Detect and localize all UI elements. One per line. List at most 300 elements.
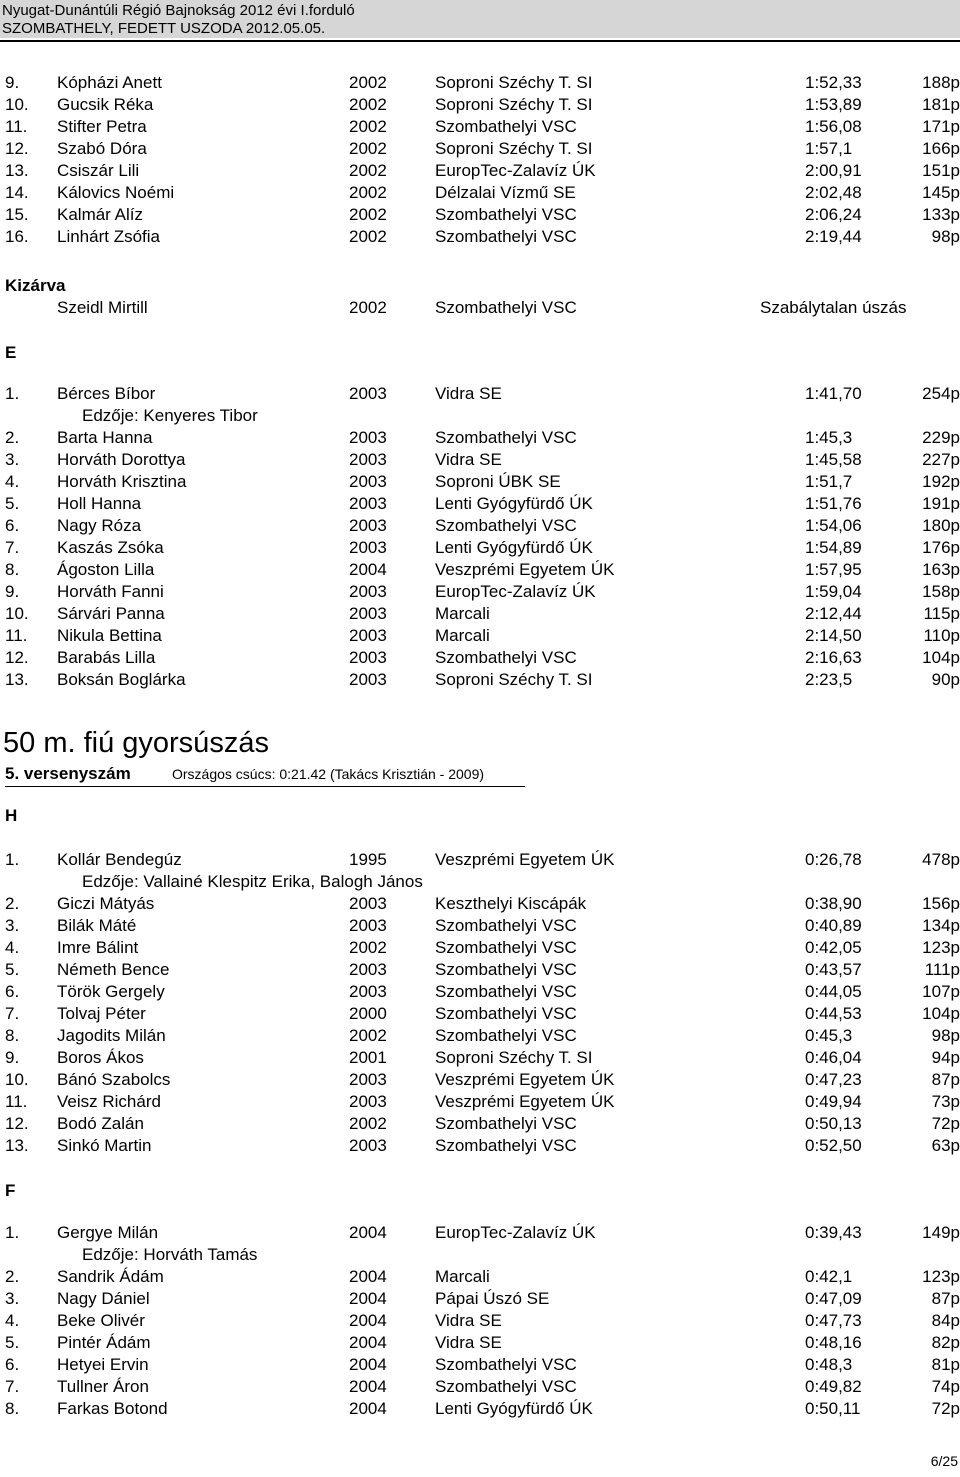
points: 191p — [922, 494, 960, 513]
birth-year: 2002 — [349, 1114, 387, 1133]
result-row — [0, 937, 960, 959]
disqualified-label: Kizárva — [5, 276, 66, 295]
placing: 11. — [5, 626, 28, 645]
birth-year: 2003 — [349, 450, 387, 469]
athlete-name: Gergye Milán — [57, 1223, 159, 1242]
club-name: Vidra SE — [435, 1333, 502, 1352]
athlete-name: Kaszás Zsóka — [57, 538, 164, 557]
placing: 6. — [5, 982, 20, 1001]
club-name: Keszthelyi Kiscápák — [435, 894, 587, 913]
finish-time: 0:52,50 — [805, 1136, 862, 1155]
birth-year: 2004 — [349, 1267, 387, 1286]
placing: 3. — [5, 1289, 20, 1308]
club-name: Szombathelyi VSC — [435, 1114, 577, 1133]
result-row — [0, 1091, 960, 1113]
points: 166p — [922, 139, 960, 158]
placing: 7. — [5, 1004, 20, 1023]
points: 107p — [922, 982, 960, 1001]
athlete-name: Kollár Bendegúz — [57, 850, 182, 869]
birth-year: 2004 — [349, 1289, 387, 1308]
result-row — [0, 1135, 960, 1157]
points: 156p — [922, 894, 960, 913]
finish-time: 0:26,78 — [805, 850, 862, 869]
placing: 1. — [5, 384, 20, 403]
birth-year: 1995 — [349, 850, 387, 869]
points: 115p — [923, 604, 960, 623]
result-row — [0, 204, 960, 226]
athlete-name: Sandrik Ádám — [57, 1267, 164, 1286]
finish-time: 0:40,89 — [805, 916, 862, 935]
finish-time: 0:49,94 — [805, 1092, 862, 1111]
club-name: EuropTec-Zalavíz ÚK — [435, 582, 596, 601]
result-row — [0, 182, 960, 204]
result-row — [0, 1266, 960, 1288]
athlete-name: Bodó Zalán — [57, 1114, 144, 1133]
result-row — [0, 647, 960, 669]
placing: 12. — [5, 648, 29, 667]
athlete-name: Török Gergely — [57, 982, 165, 1001]
athlete-name: Tullner Áron — [57, 1377, 149, 1396]
placing: 13. — [5, 670, 29, 689]
birth-year: 2003 — [349, 982, 387, 1001]
birth-year: 2002 — [349, 161, 387, 180]
placing: 5. — [5, 1333, 20, 1352]
club-name: Lenti Gyógyfürdő ÚK — [435, 1399, 593, 1418]
finish-time: 1:52,33 — [805, 73, 862, 92]
club-name: Szombathelyi VSC — [435, 516, 577, 535]
result-row — [0, 226, 960, 248]
points: 104p — [922, 1004, 960, 1023]
club-name: Soproni Széchy T. SI — [435, 73, 593, 92]
finish-time: 0:47,23 — [805, 1070, 862, 1089]
result-row — [0, 383, 960, 405]
athlete-name: Csiszár Lili — [57, 161, 140, 180]
club-name: Szombathelyi VSC — [435, 1004, 577, 1023]
club-name: Szombathelyi VSC — [435, 227, 577, 246]
points: 94p — [931, 1048, 960, 1067]
birth-year: 2004 — [349, 1223, 387, 1242]
placing: 2. — [5, 428, 20, 447]
club-name: Szombathelyi VSC — [435, 428, 577, 447]
result-row — [0, 981, 960, 1003]
event-number: 5. versenyszám — [5, 764, 131, 783]
finish-time: 0:43,57 — [805, 960, 862, 979]
placing: 4. — [5, 1311, 20, 1330]
finish-time: 0:48,16 — [805, 1333, 862, 1352]
club-name: Szombathelyi VSC — [435, 982, 577, 1001]
points: 149p — [922, 1223, 960, 1242]
birth-year: 2003 — [349, 670, 387, 689]
result-row — [0, 849, 960, 871]
finish-time: 2:02,48 — [805, 183, 862, 202]
finish-time: 2:00,91 — [805, 161, 862, 180]
points: 180p — [922, 516, 960, 535]
placing: 5. — [5, 960, 20, 979]
club-name: Lenti Gyógyfürdő ÚK — [435, 494, 593, 513]
club-name: Veszprémi Egyetem ÚK — [435, 1070, 615, 1089]
result-row — [0, 669, 960, 691]
birth-year: 2003 — [349, 626, 387, 645]
placing: 16. — [5, 227, 29, 246]
points: 133p — [922, 205, 960, 224]
finish-time: 1:57,1 — [805, 139, 853, 158]
result-row — [0, 160, 960, 182]
athlete-name: Szeidl Mirtill — [57, 298, 148, 317]
club-name: Szombathelyi VSC — [435, 1355, 577, 1374]
points: 478p — [922, 850, 960, 869]
finish-time: 0:47,09 — [805, 1289, 862, 1308]
finish-time: 0:38,90 — [805, 894, 862, 913]
athlete-name: Németh Bence — [57, 960, 170, 979]
birth-year: 2003 — [349, 894, 387, 913]
athlete-name: Jagodits Milán — [57, 1026, 166, 1045]
birth-year: 2002 — [349, 938, 387, 957]
club-name: Szombathelyi VSC — [435, 1136, 577, 1155]
athlete-name: Bérces Bíbor — [57, 384, 156, 403]
points: 73p — [931, 1092, 960, 1111]
club-name: Soproni Széchy T. SI — [435, 670, 593, 689]
points: 111p — [924, 960, 960, 979]
points: 158p — [922, 582, 960, 601]
points: 181p — [922, 95, 960, 114]
finish-time: 2:16,63 — [805, 648, 862, 667]
placing: 11. — [5, 1092, 28, 1111]
birth-year: 2002 — [349, 73, 387, 92]
finish-time: 0:42,1 — [805, 1267, 853, 1286]
birth-year: 2002 — [349, 117, 387, 136]
competition-title: Nyugat-Dunántúli Régió Bajnokság 2012 évi I.forduló — [2, 2, 355, 19]
result-row — [0, 72, 960, 94]
finish-time: 0:44,53 — [805, 1004, 862, 1023]
placing: 3. — [5, 450, 20, 469]
birth-year: 2003 — [349, 960, 387, 979]
birth-year: 2003 — [349, 1092, 387, 1111]
birth-year: 2003 — [349, 538, 387, 557]
points: 98p — [931, 227, 960, 246]
finish-time: 2:06,24 — [805, 205, 862, 224]
athlete-name: Barabás Lilla — [57, 648, 156, 667]
club-name: Veszprémi Egyetem ÚK — [435, 560, 615, 579]
club-name: Marcali — [435, 1267, 490, 1286]
athlete-name: Nagy Róza — [57, 516, 142, 535]
points: 123p — [922, 1267, 960, 1286]
placing: 5. — [5, 494, 20, 513]
points: 145p — [922, 183, 960, 202]
birth-year: 2003 — [349, 1070, 387, 1089]
finish-time: 0:49,82 — [805, 1377, 862, 1396]
club-name: Szombathelyi VSC — [435, 1377, 577, 1396]
placing: 15. — [5, 205, 29, 224]
result-row — [0, 94, 960, 116]
age-group-label: E — [5, 343, 17, 362]
placing: 8. — [5, 560, 20, 579]
points: 123p — [922, 938, 960, 957]
points: 82p — [931, 1333, 960, 1352]
finish-time: 0:45,3 — [805, 1026, 853, 1045]
athlete-name: Horváth Krisztina — [57, 472, 187, 491]
placing: 10. — [5, 604, 29, 623]
finish-time: 0:46,04 — [805, 1048, 862, 1067]
athlete-name: Sárvári Panna — [57, 604, 165, 623]
page-number: 6/25 — [930, 1453, 958, 1469]
birth-year: 2003 — [349, 384, 387, 403]
finish-time: 1:53,89 — [805, 95, 862, 114]
club-name: Vidra SE — [435, 450, 502, 469]
club-name: Soproni Széchy T. SI — [435, 95, 593, 114]
placing: 13. — [5, 1136, 29, 1155]
points: 229p — [922, 428, 960, 447]
placing: 4. — [5, 938, 20, 957]
club-name: Szombathelyi VSC — [435, 960, 577, 979]
athlete-name: Szabó Dóra — [57, 139, 147, 158]
athlete-name: Beke Olivér — [57, 1311, 145, 1330]
result-row — [0, 1398, 960, 1420]
result-row — [0, 138, 960, 160]
result-row — [0, 603, 960, 625]
disqualification-reason: Szabálytalan úszás — [760, 298, 907, 317]
points: 74p — [931, 1377, 960, 1396]
placing: 6. — [5, 1355, 20, 1374]
points: 254p — [922, 384, 960, 403]
points: 98p — [931, 1026, 960, 1045]
birth-year: 2002 — [349, 205, 387, 224]
coach-line: Edzője: Horváth Tamás — [82, 1245, 258, 1264]
coach-line: Edzője: Vallainé Klespitz Erika, Balogh János — [82, 872, 423, 891]
club-name: Szombathelyi VSC — [435, 916, 577, 935]
result-row — [0, 116, 960, 138]
athlete-name: Boksán Boglárka — [57, 670, 186, 689]
birth-year: 2001 — [349, 1048, 387, 1067]
result-row — [0, 537, 960, 559]
club-name: Pápai Úszó SE — [435, 1289, 550, 1308]
placing: 3. — [5, 916, 20, 935]
athlete-name: Horváth Dorottya — [57, 450, 186, 469]
club-name: Soproni Széchy T. SI — [435, 1048, 593, 1067]
placing: 1. — [5, 1223, 20, 1242]
venue-date: SZOMBATHELY, FEDETT USZODA 2012.05.05. — [2, 20, 326, 37]
club-name: Vidra SE — [435, 1311, 502, 1330]
club-name: Lenti Gyógyfürdő ÚK — [435, 538, 593, 557]
points: 84p — [931, 1311, 960, 1330]
club-name: Veszprémi Egyetem ÚK — [435, 1092, 615, 1111]
result-row — [0, 959, 960, 981]
finish-time: 1:54,06 — [805, 516, 862, 535]
athlete-name: Nikula Bettina — [57, 626, 162, 645]
finish-time: 0:50,13 — [805, 1114, 862, 1133]
result-row — [0, 1069, 960, 1091]
finish-time: 1:54,89 — [805, 538, 862, 557]
athlete-name: Linhárt Zsófia — [57, 227, 160, 246]
placing: 1. — [5, 850, 20, 869]
placing: 8. — [5, 1399, 20, 1418]
points: 72p — [931, 1399, 960, 1418]
finish-time: 1:41,70 — [805, 384, 862, 403]
club-name: EuropTec-Zalavíz ÚK — [435, 161, 596, 180]
club-name: Soproni Széchy T. SI — [435, 139, 593, 158]
birth-year: 2002 — [349, 1026, 387, 1045]
finish-time: 2:19,44 — [805, 227, 862, 246]
club-name: Szombathelyi VSC — [435, 938, 577, 957]
points: 134p — [922, 916, 960, 935]
birth-year: 2004 — [349, 560, 387, 579]
result-row — [0, 1222, 960, 1244]
club-name: Soproni ÚBK SE — [435, 472, 561, 491]
placing: 4. — [5, 472, 20, 491]
athlete-name: Kalmár Alíz — [57, 205, 143, 224]
result-row — [0, 559, 960, 581]
athlete-name: Sinkó Martin — [57, 1136, 152, 1155]
finish-time: 1:59,04 — [805, 582, 862, 601]
result-row — [0, 1113, 960, 1135]
points: 163p — [922, 560, 960, 579]
athlete-name: Bilák Máté — [57, 916, 137, 935]
athlete-name: Pintér Ádám — [57, 1333, 151, 1352]
club-name: Szombathelyi VSC — [435, 648, 577, 667]
birth-year: 2004 — [349, 1377, 387, 1396]
finish-time: 1:57,95 — [805, 560, 862, 579]
club-name: Szombathelyi VSC — [435, 117, 577, 136]
club-name: Veszprémi Egyetem ÚK — [435, 850, 615, 869]
finish-time: 0:48,3 — [805, 1355, 853, 1374]
points: 110p — [923, 626, 960, 645]
finish-time: 1:56,08 — [805, 117, 862, 136]
birth-year: 2004 — [349, 1333, 387, 1352]
result-row — [0, 1288, 960, 1310]
points: 72p — [931, 1114, 960, 1133]
placing: 11. — [5, 117, 28, 136]
athlete-name: Imre Bálint — [57, 938, 139, 957]
finish-time: 0:39,43 — [805, 1223, 862, 1242]
club-name: Marcali — [435, 626, 490, 645]
points: 81p — [931, 1355, 960, 1374]
placing: 10. — [5, 1070, 29, 1089]
result-row — [0, 449, 960, 471]
birth-year: 2003 — [349, 428, 387, 447]
points: 104p — [922, 648, 960, 667]
club-name: Délzalai Vízmű SE — [435, 183, 576, 202]
placing: 7. — [5, 538, 20, 557]
birth-year: 2003 — [349, 604, 387, 623]
points: 90p — [931, 670, 960, 689]
points: 87p — [931, 1070, 960, 1089]
birth-year: 2003 — [349, 516, 387, 535]
athlete-name: Ágoston Lilla — [57, 560, 155, 579]
result-row — [0, 471, 960, 493]
finish-time: 2:12,44 — [805, 604, 862, 623]
birth-year: 2002 — [349, 139, 387, 158]
athlete-name: Hetyei Ervin — [57, 1355, 149, 1374]
finish-time: 0:44,05 — [805, 982, 862, 1001]
athlete-name: Veisz Richárd — [57, 1092, 161, 1111]
athlete-name: Kálovics Noémi — [57, 183, 175, 202]
result-row — [0, 1047, 960, 1069]
points: 192p — [922, 472, 960, 491]
placing: 13. — [5, 161, 29, 180]
finish-time: 2:23,5 — [805, 670, 853, 689]
birth-year: 2000 — [349, 1004, 387, 1023]
placing: 12. — [5, 1114, 29, 1133]
birth-year: 2004 — [349, 1355, 387, 1374]
finish-time: 0:42,05 — [805, 938, 862, 957]
points: 171p — [922, 117, 960, 136]
athlete-name: Boros Ákos — [57, 1048, 144, 1067]
event-title: 50 m. fiú gyorsúszás — [3, 727, 269, 759]
result-row — [0, 581, 960, 603]
placing: 2. — [5, 1267, 20, 1286]
birth-year: 2002 — [349, 95, 387, 114]
birth-year: 2004 — [349, 1399, 387, 1418]
national-record: Országos csúcs: 0:21.42 (Takács Krisztián - 2009) — [172, 766, 485, 782]
points: 151p — [922, 161, 960, 180]
age-group-label: F — [5, 1181, 16, 1200]
finish-time: 1:51,76 — [805, 494, 862, 513]
age-group-label: H — [5, 806, 18, 825]
placing: 9. — [5, 73, 20, 92]
birth-year: 2002 — [349, 183, 387, 202]
result-row — [0, 915, 960, 937]
placing: 9. — [5, 1048, 20, 1067]
result-row — [0, 1025, 960, 1047]
page-header — [0, 0, 960, 38]
coach-line: Edzője: Kenyeres Tibor — [82, 406, 258, 425]
placing: 7. — [5, 1377, 20, 1396]
placing: 14. — [5, 183, 29, 202]
club-name: Szombathelyi VSC — [435, 298, 577, 317]
club-name: Marcali — [435, 604, 490, 623]
finish-time: 1:45,3 — [805, 428, 853, 447]
birth-year: 2004 — [349, 1311, 387, 1330]
result-row — [0, 1310, 960, 1332]
birth-year: 2003 — [349, 1136, 387, 1155]
placing: 9. — [5, 582, 20, 601]
points: 176p — [922, 538, 960, 557]
points: 227p — [922, 450, 960, 469]
header-rule — [0, 40, 960, 42]
athlete-name: Nagy Dániel — [57, 1289, 150, 1308]
result-row — [0, 1003, 960, 1025]
placing: 8. — [5, 1026, 20, 1045]
club-name: Vidra SE — [435, 384, 502, 403]
athlete-name: Kópházi Anett — [57, 73, 162, 92]
athlete-name: Holl Hanna — [57, 494, 142, 513]
result-row — [0, 1376, 960, 1398]
points: 188p — [922, 73, 960, 92]
result-row — [0, 1332, 960, 1354]
athlete-name: Horváth Fanni — [57, 582, 164, 601]
event-rule — [5, 786, 525, 787]
placing: 2. — [5, 894, 20, 913]
birth-year: 2003 — [349, 472, 387, 491]
athlete-name: Stifter Petra — [57, 117, 147, 136]
birth-year: 2003 — [349, 648, 387, 667]
points: 87p — [931, 1289, 960, 1308]
finish-time: 1:45,58 — [805, 450, 862, 469]
athlete-name: Giczi Mátyás — [57, 894, 155, 913]
result-row — [0, 625, 960, 647]
placing: 10. — [5, 95, 29, 114]
finish-time: 1:51,7 — [805, 472, 853, 491]
finish-time: 2:14,50 — [805, 626, 862, 645]
athlete-name: Gucsik Réka — [57, 95, 154, 114]
birth-year: 2002 — [349, 227, 387, 246]
finish-time: 0:50,11 — [805, 1399, 861, 1418]
club-name: Szombathelyi VSC — [435, 205, 577, 224]
club-name: Szombathelyi VSC — [435, 1026, 577, 1045]
birth-year: 2003 — [349, 582, 387, 601]
finish-time: 0:47,73 — [805, 1311, 862, 1330]
points: 63p — [931, 1136, 960, 1155]
athlete-name: Tolvaj Péter — [57, 1004, 146, 1023]
